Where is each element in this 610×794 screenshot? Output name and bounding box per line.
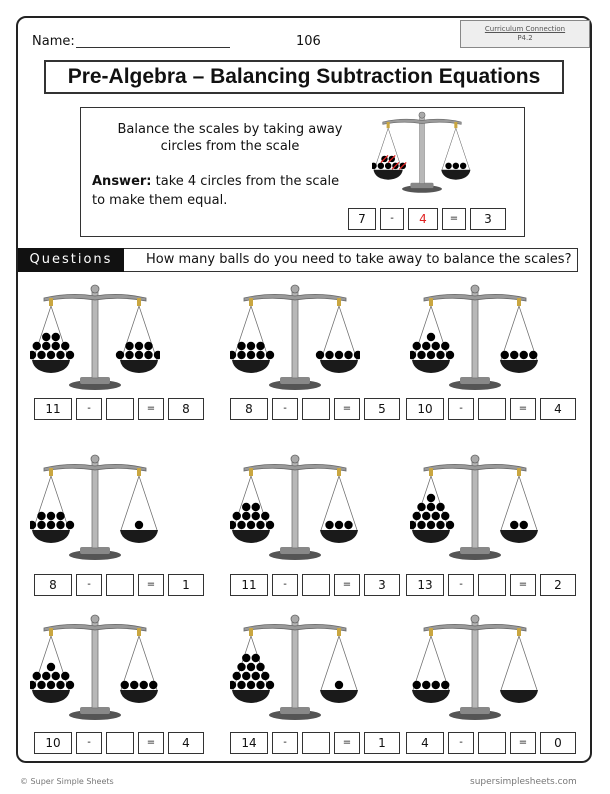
name-input-line[interactable] <box>76 47 230 48</box>
right-ball <box>445 163 451 169</box>
left-ball <box>66 351 74 359</box>
right-ball <box>121 681 129 689</box>
questions-prompt: How many balls do you need to take away to balance the scales? <box>146 252 572 267</box>
equals-sign: = <box>138 398 164 420</box>
left-ball <box>385 163 391 169</box>
equals-sign: = <box>510 732 536 754</box>
scale-finial <box>291 285 299 293</box>
scale-finial <box>91 615 99 623</box>
balance-scale-drawing <box>230 452 360 562</box>
left-ball <box>42 672 50 680</box>
scale-string <box>519 636 537 690</box>
right-pan <box>320 690 358 703</box>
left-hook <box>49 468 53 476</box>
left-ball <box>66 521 74 529</box>
balance-scale <box>30 282 160 392</box>
left-ball <box>378 163 384 169</box>
answer-label: Answer: <box>92 174 152 189</box>
scale-pole <box>292 620 298 708</box>
right-ball <box>510 521 518 529</box>
left-hook <box>387 122 390 128</box>
equation-right-value: 4 <box>540 398 576 420</box>
balance-scale-drawing <box>230 612 360 722</box>
right-pan <box>320 360 358 373</box>
equals-sign: = <box>510 574 536 596</box>
left-pan <box>32 530 70 543</box>
left-ball <box>256 663 264 671</box>
left-ball <box>252 503 260 511</box>
left-pan <box>232 690 270 703</box>
left-pan <box>32 360 70 373</box>
right-ball <box>144 351 152 359</box>
right-ball <box>130 681 138 689</box>
instructions-line-2: circles from the scale <box>160 139 300 154</box>
scale-finial <box>91 285 99 293</box>
equation-row <box>34 398 204 420</box>
example-left-value: 7 <box>348 208 376 230</box>
minus-sign: - <box>448 732 474 754</box>
right-ball <box>453 163 459 169</box>
right-ball <box>344 351 352 359</box>
right-pan <box>500 530 538 543</box>
left-ball <box>56 521 64 529</box>
answer-box[interactable] <box>106 574 134 596</box>
curriculum-connection-box <box>460 20 590 48</box>
scale-pole <box>92 460 98 548</box>
right-pan <box>120 530 158 543</box>
left-ball <box>417 351 425 359</box>
left-ball <box>427 351 435 359</box>
left-ball <box>52 333 60 341</box>
equation-left-value: 10 <box>34 732 72 754</box>
right-ball <box>354 351 360 359</box>
right-hook <box>137 628 141 636</box>
right-ball <box>135 351 143 359</box>
example-equation <box>348 208 508 230</box>
equation-left-value: 11 <box>230 574 268 596</box>
equation-left-value: 8 <box>230 398 268 420</box>
scale-finial <box>471 455 479 463</box>
left-ball <box>42 333 50 341</box>
left-ball <box>266 521 274 529</box>
equation-right-value: 0 <box>540 732 576 754</box>
left-ball <box>247 681 255 689</box>
minus-sign: - <box>76 732 102 754</box>
balance-scale-drawing <box>30 612 160 722</box>
example-right-value: 3 <box>470 208 506 230</box>
balance-scale <box>30 452 160 562</box>
left-ball <box>47 663 55 671</box>
answer-text <box>92 172 352 210</box>
left-ball <box>252 512 260 520</box>
left-ball <box>30 521 36 529</box>
example-balance-scale <box>372 108 472 196</box>
balance-scale <box>410 282 540 392</box>
answer-box[interactable] <box>302 398 330 420</box>
right-hook <box>337 628 341 636</box>
left-ball <box>413 342 421 350</box>
equation-left-value: 13 <box>406 574 444 596</box>
left-ball <box>252 672 260 680</box>
right-ball <box>135 521 143 529</box>
scale-pole <box>92 290 98 378</box>
left-pan <box>232 360 270 373</box>
instructions-text <box>110 121 350 155</box>
equals-sign: = <box>334 398 360 420</box>
left-ball <box>233 512 241 520</box>
left-ball <box>256 351 264 359</box>
left-ball <box>441 681 449 689</box>
scale-finial <box>291 455 299 463</box>
balance-scale-drawing <box>30 452 160 562</box>
right-ball <box>335 521 343 529</box>
left-hook <box>429 298 433 306</box>
equation-right-value: 8 <box>168 398 204 420</box>
left-ball <box>410 351 416 359</box>
answer-box[interactable] <box>302 574 330 596</box>
left-ball <box>33 342 41 350</box>
left-ball <box>230 351 236 359</box>
scale-string <box>501 636 519 690</box>
left-ball <box>422 681 430 689</box>
name-label: Name: <box>32 34 75 49</box>
equals-sign: = <box>138 574 164 596</box>
balance-scale <box>230 452 360 562</box>
right-ball <box>344 521 352 529</box>
right-pan <box>120 690 158 703</box>
left-hook <box>249 468 253 476</box>
right-pan <box>441 170 470 180</box>
scale-finial <box>471 285 479 293</box>
left-ball <box>237 351 245 359</box>
equation-left-value: 8 <box>34 574 72 596</box>
minus-sign: - <box>76 398 102 420</box>
right-ball <box>325 521 333 529</box>
left-ball <box>432 342 440 350</box>
right-ball <box>529 351 537 359</box>
left-ball <box>37 681 45 689</box>
right-ball <box>149 681 157 689</box>
equation-left-value: 4 <box>406 732 444 754</box>
right-ball <box>325 351 333 359</box>
right-ball <box>520 351 528 359</box>
left-ball <box>256 342 264 350</box>
minus-sign: - <box>272 732 298 754</box>
left-ball <box>56 512 64 520</box>
left-hook <box>429 468 433 476</box>
left-ball <box>47 521 55 529</box>
left-ball <box>37 512 45 520</box>
left-pan <box>412 690 450 703</box>
scale-finial <box>91 455 99 463</box>
minus-sign: - <box>448 574 474 596</box>
right-ball <box>125 351 133 359</box>
left-ball <box>52 342 60 350</box>
equation-left-value: 14 <box>230 732 268 754</box>
left-ball <box>30 681 36 689</box>
left-ball <box>441 342 449 350</box>
scale-finial <box>419 112 425 118</box>
scale-pole <box>420 116 425 184</box>
scale-pole <box>472 620 478 708</box>
right-hook <box>137 298 141 306</box>
right-hook <box>337 298 341 306</box>
left-ball <box>410 521 416 529</box>
left-pan <box>374 170 403 180</box>
right-ball <box>316 351 324 359</box>
left-hook <box>49 628 53 636</box>
left-ball <box>47 681 55 689</box>
equation-row <box>34 574 204 596</box>
equals-sign: = <box>334 574 360 596</box>
right-hook <box>137 468 141 476</box>
left-pan <box>232 530 270 543</box>
left-ball <box>266 681 274 689</box>
left-ball <box>30 351 36 359</box>
balance-scale-drawing <box>230 282 360 392</box>
left-ball <box>52 672 60 680</box>
left-ball <box>247 342 255 350</box>
example-minus-sign: - <box>380 208 404 230</box>
minus-sign: - <box>272 398 298 420</box>
left-ball <box>66 681 74 689</box>
left-ball <box>436 351 444 359</box>
balance-scale <box>30 612 160 722</box>
right-hook <box>517 628 521 636</box>
right-hook <box>517 468 521 476</box>
left-pan <box>412 360 450 373</box>
equation-left-value: 10 <box>406 398 444 420</box>
left-ball <box>417 503 425 511</box>
right-ball <box>510 351 518 359</box>
left-pan <box>412 530 450 543</box>
curriculum-code: P4.2 <box>517 34 533 42</box>
left-ball <box>237 342 245 350</box>
equation-left-value: 11 <box>34 398 72 420</box>
equation-row <box>406 732 576 754</box>
equation-row <box>406 574 576 596</box>
left-hook <box>249 628 253 636</box>
left-ball <box>422 342 430 350</box>
scale-pole <box>472 290 478 378</box>
left-ball <box>247 351 255 359</box>
left-ball <box>56 681 64 689</box>
equation-row <box>230 732 400 754</box>
left-ball <box>441 512 449 520</box>
footer-copyright: © Super Simple Sheets <box>20 777 114 786</box>
answer-box[interactable] <box>478 732 506 754</box>
right-ball <box>335 351 343 359</box>
left-ball <box>242 654 250 662</box>
balance-scale-drawing <box>372 108 472 196</box>
answer-box[interactable] <box>478 574 506 596</box>
instructions-line-1: Balance the scales by taking away <box>117 122 343 137</box>
right-hook <box>517 298 521 306</box>
right-hook <box>454 122 457 128</box>
right-ball <box>154 351 160 359</box>
left-ball <box>261 512 269 520</box>
scale-pole <box>292 290 298 378</box>
minus-sign: - <box>448 398 474 420</box>
balance-scale <box>230 612 360 722</box>
left-ball <box>432 681 440 689</box>
equals-sign: = <box>138 732 164 754</box>
left-ball <box>261 672 269 680</box>
left-ball <box>417 521 425 529</box>
left-ball <box>37 351 45 359</box>
right-pan <box>320 530 358 543</box>
left-ball <box>242 503 250 511</box>
equation-right-value: 1 <box>168 574 204 596</box>
left-ball <box>427 333 435 341</box>
left-ball <box>256 521 264 529</box>
left-ball <box>256 681 264 689</box>
scale-finial <box>471 615 479 623</box>
equation-row <box>34 732 204 754</box>
left-ball <box>230 681 236 689</box>
scale-finial <box>291 615 299 623</box>
right-ball <box>116 351 124 359</box>
left-ball <box>47 512 55 520</box>
left-ball <box>446 351 454 359</box>
left-ball <box>372 163 377 169</box>
equation-right-value: 2 <box>540 574 576 596</box>
balance-scale <box>230 282 360 392</box>
questions-label: Questions <box>18 248 124 272</box>
right-ball <box>144 342 152 350</box>
left-ball <box>242 672 250 680</box>
example-answer-value: 4 <box>408 208 438 230</box>
right-pan <box>500 690 538 703</box>
left-ball <box>432 512 440 520</box>
answer-box[interactable] <box>478 398 506 420</box>
example-equals-sign: = <box>442 208 466 230</box>
balance-scale-drawing <box>410 452 540 562</box>
left-ball <box>47 351 55 359</box>
left-ball <box>61 672 69 680</box>
right-ball <box>125 342 133 350</box>
scale-pole <box>292 460 298 548</box>
balance-scale-drawing <box>30 282 160 392</box>
footer-website: supersimplesheets.com <box>470 777 577 787</box>
balance-scale <box>410 452 540 562</box>
left-ball <box>237 521 245 529</box>
answer-body: take 4 circles from the scale to make them equal. <box>92 174 340 208</box>
left-ball <box>242 512 250 520</box>
answer-box[interactable] <box>106 732 134 754</box>
left-ball <box>247 663 255 671</box>
page-title: Pre-Algebra – Balancing Subtraction Equations <box>44 60 564 94</box>
left-ball <box>436 503 444 511</box>
balance-scale <box>410 612 540 722</box>
left-ball <box>413 681 421 689</box>
equation-row <box>406 398 576 420</box>
right-ball <box>140 681 148 689</box>
scale-pole <box>472 460 478 548</box>
minus-sign: - <box>272 574 298 596</box>
minus-sign: - <box>76 574 102 596</box>
left-hook <box>49 298 53 306</box>
left-ball <box>422 512 430 520</box>
right-hook <box>337 468 341 476</box>
equation-row <box>230 574 400 596</box>
left-ball <box>427 503 435 511</box>
left-ball <box>233 672 241 680</box>
equals-sign: = <box>334 732 360 754</box>
scale-pole <box>92 620 98 708</box>
right-ball <box>335 681 343 689</box>
right-ball <box>520 521 528 529</box>
equals-sign: = <box>510 398 536 420</box>
left-ball <box>42 342 50 350</box>
answer-box[interactable] <box>106 398 134 420</box>
right-ball <box>135 342 143 350</box>
curriculum-connection-title: Curriculum Connection <box>484 25 566 33</box>
left-ball <box>446 521 454 529</box>
equation-right-value: 3 <box>364 574 400 596</box>
right-pan <box>500 360 538 373</box>
left-ball <box>230 521 236 529</box>
answer-box[interactable] <box>302 732 330 754</box>
balance-scale-drawing <box>410 282 540 392</box>
left-ball <box>413 512 421 520</box>
left-ball <box>247 521 255 529</box>
balance-scale-drawing <box>410 612 540 722</box>
left-pan <box>32 690 70 703</box>
left-ball <box>33 672 41 680</box>
left-ball <box>56 351 64 359</box>
left-ball <box>237 681 245 689</box>
left-ball <box>266 351 274 359</box>
left-ball <box>237 663 245 671</box>
page-number: 106 <box>296 34 321 49</box>
left-ball <box>37 521 45 529</box>
right-ball <box>460 163 466 169</box>
equation-right-value: 1 <box>364 732 400 754</box>
left-ball <box>427 521 435 529</box>
equation-right-value: 4 <box>168 732 204 754</box>
right-pan <box>120 360 158 373</box>
equation-row <box>230 398 400 420</box>
left-ball <box>61 342 69 350</box>
left-hook <box>429 628 433 636</box>
left-ball <box>427 494 435 502</box>
left-ball <box>436 521 444 529</box>
right-ball <box>501 351 509 359</box>
left-ball <box>252 654 260 662</box>
equation-right-value: 5 <box>364 398 400 420</box>
left-hook <box>249 298 253 306</box>
